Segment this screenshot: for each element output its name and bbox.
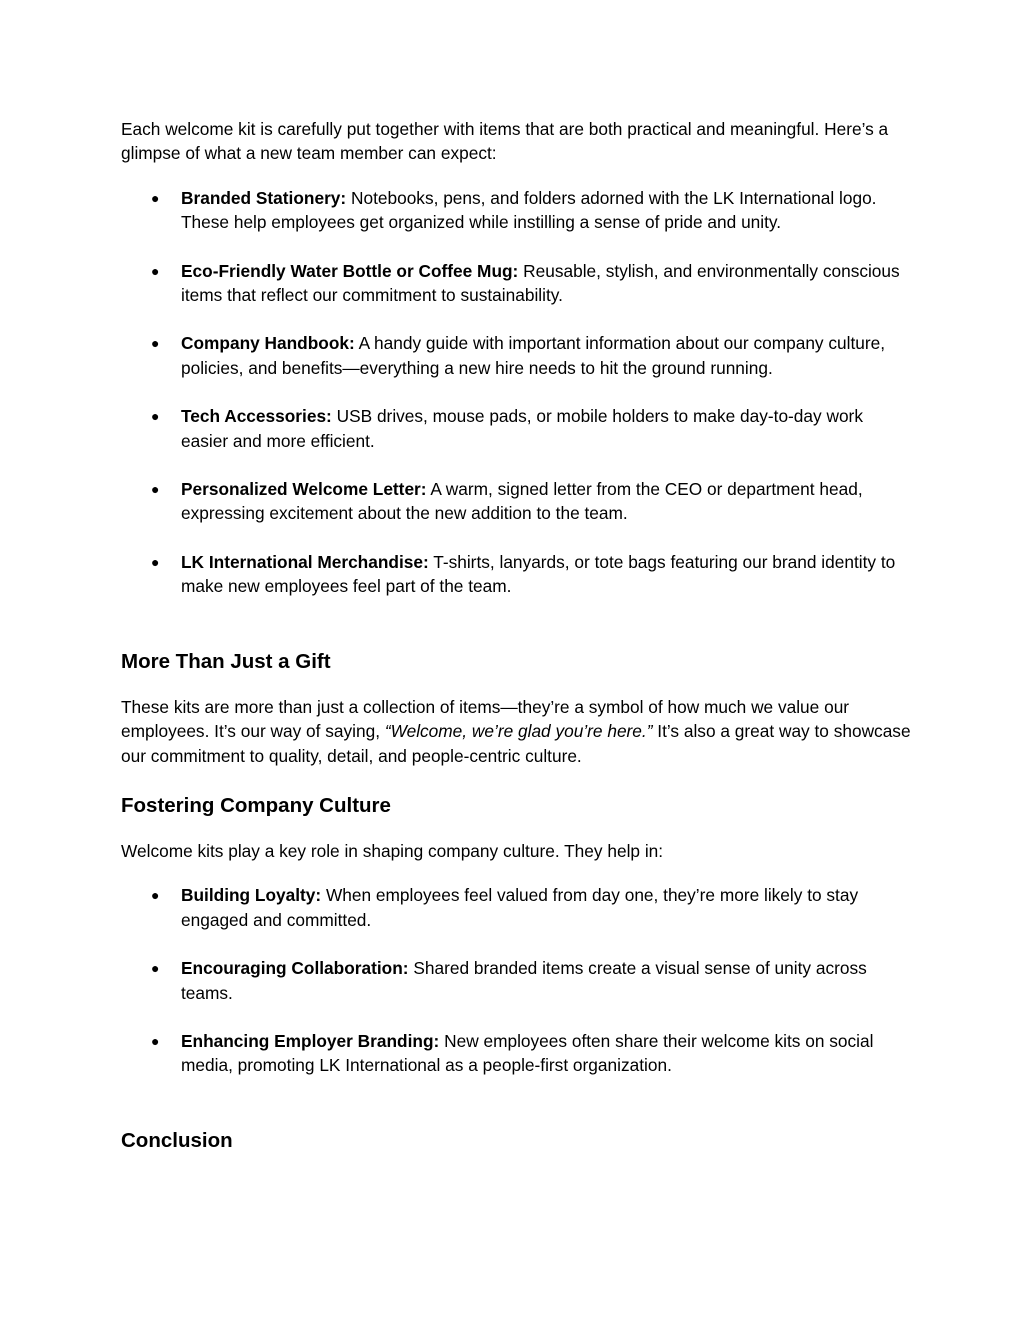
list-item <box>121 956 911 1005</box>
item-description: T-shirts, lanyards, or tote bags featuring our brand identity to make new employees feel part of the team. <box>181 551 896 597</box>
item-term: Encouraging Collaboration: <box>181 958 409 979</box>
bullet-icon: ● <box>151 887 160 904</box>
document-page <box>121 117 911 1155</box>
culture-items-list <box>121 883 911 1077</box>
list-item <box>121 1029 911 1078</box>
section-heading-conclusion: Conclusion <box>121 1128 233 1152</box>
list-item <box>121 259 911 308</box>
item-description: Reusable, stylish, and environmentally conscious items that reflect our commitment to sustainability. <box>181 260 900 306</box>
list-item <box>121 404 911 453</box>
item-description: A warm, signed letter from the CEO or department head, expressing excitement about the new addition to the team. <box>181 479 863 524</box>
bullet-icon: ● <box>151 481 160 498</box>
list-item <box>121 331 911 380</box>
item-description: A handy guide with important information about our company culture, policies, and benefits—everything a new hire needs to hit the ground running. <box>181 333 886 378</box>
intro-paragraph: Each welcome kit is carefully put together with items that are both practical and meaningful. Here’s a glimpse of what a new team member can expect: <box>121 119 889 164</box>
item-description: When employees feel valued from day one, they’re more likely to stay engaged and committed. <box>181 885 859 930</box>
item-term: Eco-Friendly Water Bottle or Coffee Mug: <box>181 260 519 281</box>
item-description: USB drives, mouse pads, or mobile holders to make day-to-day work easier and more efficient. <box>181 406 863 451</box>
item-term: LK International Merchandise: <box>181 551 429 572</box>
list-item <box>121 186 911 235</box>
list-item <box>121 550 911 599</box>
culture-intro: Welcome kits play a key role in shaping company culture. They help in: <box>121 840 664 861</box>
item-description: Notebooks, pens, and folders adorned with the LK International logo. These help employees get organized while instilling a sense of pride and unity. <box>181 187 877 233</box>
section-heading-gift: More Than Just a Gift <box>121 649 331 673</box>
item-term: Tech Accessories: <box>181 406 332 427</box>
item-term: Enhancing Employer Branding: <box>181 1030 440 1051</box>
item-description: New employees often share their welcome kits on social media, promoting LK International as a people-first organization. <box>181 1030 874 1076</box>
gift-text-before: These kits are more than just a collection of items—they’re a symbol of how much we value our employees. It’s our way of saying, <box>121 696 850 742</box>
item-term: Personalized Welcome Letter: <box>181 479 427 500</box>
item-term: Company Handbook: <box>181 333 355 354</box>
gift-quote: “Welcome, we’re glad you’re here.” <box>384 721 653 742</box>
bullet-icon: ● <box>151 960 160 977</box>
list-item <box>121 883 911 932</box>
bullet-icon: ● <box>151 1032 160 1049</box>
section-heading-culture: Fostering Company Culture <box>121 793 391 817</box>
list-item <box>121 477 911 526</box>
gift-text-after: It’s also a great way to showcase our commitment to quality, detail, and people-centric culture. <box>121 721 911 766</box>
item-term: Branded Stationery: <box>181 187 347 208</box>
item-term: Building Loyalty: <box>181 885 322 906</box>
bullet-icon: ● <box>151 262 160 279</box>
gift-paragraph <box>121 695 911 768</box>
bullet-icon: ● <box>151 189 160 206</box>
bullet-icon: ● <box>151 335 160 352</box>
kit-items-list <box>121 186 911 599</box>
bullet-icon: ● <box>151 553 160 570</box>
item-description: Shared branded items create a visual sense of unity across teams. <box>181 958 867 1003</box>
bullet-icon: ● <box>151 408 160 425</box>
